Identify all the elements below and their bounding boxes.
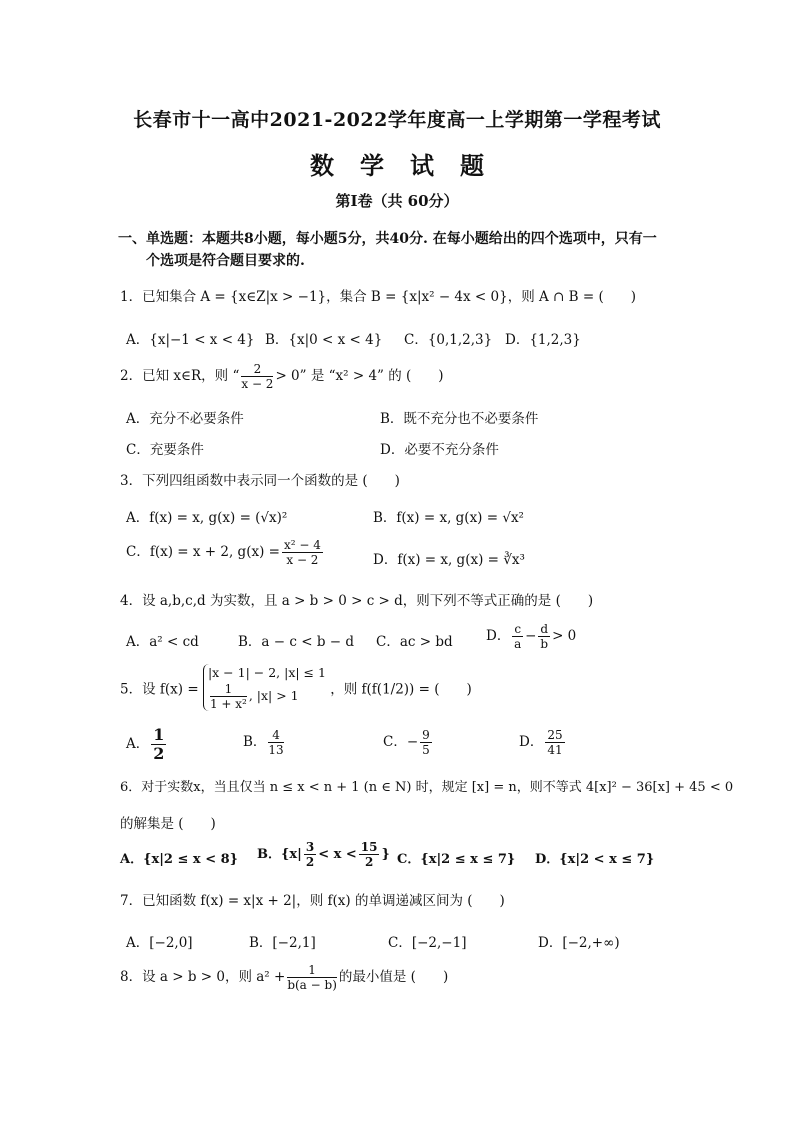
question-4-d-label: D．: [486, 628, 511, 644]
question-8-fraction: [287, 963, 337, 992]
question-7-option-b: B．[−2,1]: [249, 935, 316, 951]
question-5-d-num: 25: [547, 728, 563, 742]
question-6-b-den2: 2: [364, 855, 374, 869]
question-6-b-pre: B．{x|: [257, 847, 302, 862]
question-5-d-frac: [545, 728, 564, 757]
question-4-option-c: C．ac > bd: [376, 634, 453, 650]
question-4-d-den1: a: [514, 637, 522, 651]
question-2-stem: [120, 362, 444, 391]
question-5-stem-pre: 5．设 f(x) =: [120, 681, 199, 698]
question-5-b-den: 13: [268, 743, 284, 757]
question-5-c-label: C．−: [383, 734, 419, 750]
question-6-stem-line2: 的解集是 ( ): [120, 816, 216, 832]
question-3-c-den: x − 2: [286, 553, 319, 567]
question-8-frac-den: b(a − b): [287, 978, 337, 992]
question-5-a-den: 2: [153, 744, 165, 763]
question-5-c-num: 9: [422, 728, 430, 742]
question-8-stem: [120, 963, 448, 992]
question-3-option-c: [126, 538, 325, 567]
section-heading-line1: 一、单选题：本题共8小题，每小题5分，共40分. 在每小题给出的四个选项中，只有一: [118, 231, 657, 247]
question-5-b-frac: [268, 728, 283, 757]
question-5-option-c: [383, 728, 434, 757]
question-1-option-d: D．{1,2,3}: [505, 332, 581, 348]
question-5-piece-2: [208, 682, 326, 711]
question-5-c-den: 5: [422, 743, 430, 757]
question-6-b-num2: 15: [360, 840, 378, 854]
question-7-option-a: A．[−2,0]: [126, 935, 193, 951]
question-4-stem: 4．设 a,b,c,d 为实数，且 a > b > 0 > c > d，则下列不等式正确的是 ( ): [120, 593, 594, 609]
question-5-stem-post: ，则 f(f(1/2)) = ( ): [330, 681, 472, 698]
question-3-c-num: x² − 4: [283, 538, 321, 552]
question-5-c-frac: [420, 728, 432, 757]
question-3-option-b: B．f(x) = x, g(x) = √x²: [373, 510, 524, 526]
question-3-option-c-pre: C．f(x) = x + 2, g(x) =: [126, 544, 280, 560]
question-5-d-label: D．: [519, 734, 544, 750]
question-4-option-d: [486, 622, 576, 651]
question-3-option-c-fraction: [282, 538, 323, 567]
section-heading-line2: 个选项是符合题目要求的.: [146, 253, 305, 269]
question-6-b-den1: 2: [305, 855, 315, 869]
question-5-piece2-cond: , |x| > 1: [248, 688, 299, 703]
question-2-stem-post: > 0” 是 “x² > 4” 的 ( ): [275, 368, 444, 384]
question-5-b-num: 4: [268, 728, 283, 743]
question-4-d-frac2: [538, 622, 550, 651]
question-5-a-label: A．: [126, 736, 150, 752]
question-6-b-post: }: [381, 847, 390, 862]
question-1-stem: 1．已知集合 A = {x∈Z|x > −1}，集合 B = {x|x² − 4x < 0}，则 A ∩ B = ( ): [120, 289, 636, 305]
question-8-frac-num: 1: [287, 963, 337, 978]
question-5-stem: [120, 664, 472, 711]
question-4-d-den2: b: [540, 637, 549, 651]
question-6-b-mid: < x <: [318, 847, 357, 862]
question-2-option-a: A．充分不必要条件: [126, 411, 244, 427]
question-6-option-a: A．{x|2 ≤ x < 8}: [120, 852, 239, 867]
subject-title: 数学试题: [310, 151, 510, 180]
question-6-option-c: C．{x|2 ≤ x ≤ 7}: [397, 852, 516, 867]
question-4-option-a: A．a² < cd: [126, 634, 199, 650]
question-2-option-c: C．充要条件: [126, 442, 204, 458]
question-5-option-d: [519, 728, 567, 757]
question-7-option-c: C．[−2,−1]: [388, 935, 467, 951]
question-3-option-a: A．f(x) = x, g(x) = (√x)²: [126, 510, 288, 526]
question-4-d-minus: −: [525, 628, 537, 644]
section-heading: [120, 228, 680, 272]
question-5-option-a: [126, 726, 168, 763]
question-4-option-b: B．a − c < b − d: [238, 634, 354, 650]
question-5-piecewise: [203, 664, 326, 711]
question-4-d-post: > 0: [552, 628, 577, 644]
part-title: 第Ⅰ卷（共 60分）: [335, 192, 459, 210]
question-5-piece2-num: 1: [210, 682, 247, 697]
question-2-option-d: D．必要不充分条件: [380, 442, 499, 458]
question-6-b-frac2: [359, 840, 380, 869]
question-2-option-b: B．既不充分也不必要条件: [380, 411, 539, 427]
question-7-option-d: D．[−2,+∞): [538, 935, 620, 951]
question-6-b-frac1: [304, 840, 316, 869]
exam-title: 长春市十一高中2021-2022学年度高一上学期第一学程考试: [133, 109, 661, 131]
question-6-b-num1: 3: [305, 840, 315, 854]
question-3-option-d: D．f(x) = x, g(x) = ∛x³: [373, 552, 525, 568]
question-7-stem: 7．已知函数 f(x) = x|x + 2|，则 f(x) 的单调递减区间为 ( ): [120, 893, 505, 909]
question-1-option-a: A．{x|−1 < x < 4}: [126, 332, 255, 348]
question-4-d-num2: d: [540, 622, 549, 636]
question-6-option-d: D．{x|2 < x ≤ 7}: [535, 852, 655, 867]
question-6-stem-line1: 6．对于实数x，当且仅当 n ≤ x < n + 1 (n ∈ N) 时，规定 [x] = n，则不等式 4[x]² − 36[x] + 45 < 0: [120, 780, 734, 795]
question-2-frac-den: x − 2: [241, 377, 274, 391]
question-1-option-c: C．{0,1,2,3}: [404, 332, 493, 348]
question-5-a-num: 1: [153, 725, 165, 744]
question-5-piece-1: |x − 1| − 2, |x| ≤ 1: [207, 665, 326, 680]
question-6-option-b: [257, 840, 390, 869]
question-8-stem-post: 的最小值是 ( ): [338, 969, 449, 985]
question-2-frac-num: 2: [241, 362, 273, 377]
question-3-stem: 3．下列四组函数中表示同一个函数的是 ( ): [120, 473, 400, 489]
question-5-piece2-den: 1 + x²: [209, 697, 247, 711]
question-5-d-den: 41: [547, 743, 563, 757]
question-4-d-frac1: [512, 622, 523, 651]
question-5-a-frac: [151, 726, 166, 763]
question-2-stem-pre: 2．已知 x∈R，则 “: [120, 368, 240, 384]
question-5-b-label: B．: [243, 734, 267, 750]
question-2-fraction: [241, 362, 273, 391]
question-1-option-b: B．{x|0 < x < 4}: [265, 332, 383, 348]
question-5-option-b: [243, 728, 286, 757]
question-4-d-num1: c: [514, 622, 522, 636]
question-8-stem-pre: 8．设 a > b > 0，则 a² +: [120, 969, 286, 985]
